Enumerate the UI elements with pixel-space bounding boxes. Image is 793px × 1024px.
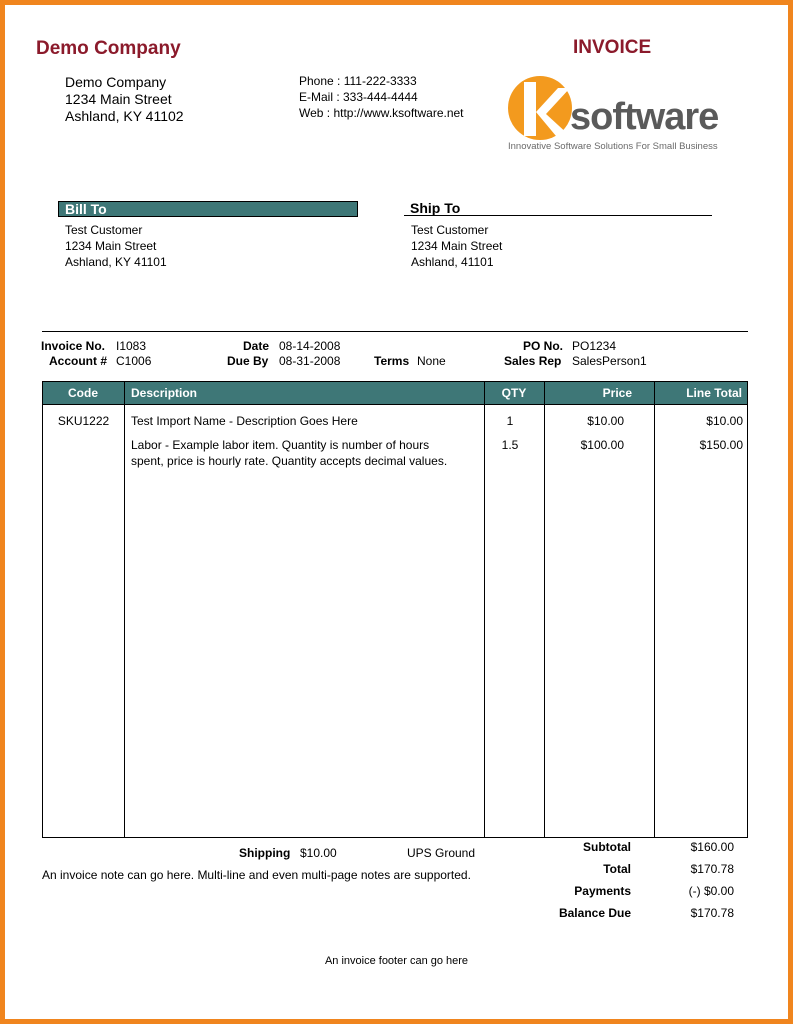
terms-value: None: [417, 354, 446, 368]
ship-to-line: Ashland, 41101: [411, 255, 494, 269]
table-row-price: $100.00: [580, 438, 624, 452]
table-row-line-total: $10.00: [706, 414, 743, 428]
date-label: Date: [243, 339, 270, 353]
account-value: C1006: [116, 354, 152, 368]
company-address-street: 1234 Main Street: [65, 91, 172, 107]
table-row-code: SKU1222: [57, 414, 110, 428]
company-web: Web : http://www.ksoftware.net: [299, 106, 464, 120]
invoice-no-label: Invoice No.: [41, 339, 106, 353]
company-address-name: Demo Company: [65, 74, 167, 90]
subtotal-label: Subtotal: [583, 840, 631, 854]
company-address-city: Ashland, KY 41102: [65, 108, 184, 124]
column-divider: [124, 382, 125, 837]
column-header-code: Code: [68, 386, 98, 400]
table-row-description: Test Import Name - Description Goes Here: [131, 414, 358, 428]
bill-to-line: Ashland, KY 41101: [65, 255, 167, 269]
logo-tagline: Innovative Software Solutions For Small Business: [508, 141, 718, 152]
divider: [42, 331, 748, 332]
ship-to-heading: Ship To: [404, 200, 712, 216]
terms-label: Terms: [374, 354, 410, 368]
ksoftware-logo: [506, 74, 736, 156]
total-label: Total: [603, 862, 631, 876]
line-items-table: [42, 381, 748, 838]
shipping-amount: $10.00: [300, 846, 337, 860]
po-label: PO No.: [523, 339, 564, 353]
sales-rep-label: Sales Rep: [504, 354, 562, 368]
company-email: E-Mail : 333-444-4444: [299, 90, 418, 104]
table-header: [43, 382, 747, 405]
balance-due-value: $170.78: [690, 906, 734, 920]
shipping-method: UPS Ground: [407, 846, 476, 860]
sales-rep-value: SalesPerson1: [572, 354, 647, 368]
table-row-qty: 1.5: [501, 438, 519, 452]
ship-to-line: Test Customer: [411, 223, 489, 237]
payments-value: (-) $0.00: [688, 884, 734, 898]
payments-label: Payments: [574, 884, 631, 898]
subtotal-value: $160.00: [690, 840, 734, 854]
invoice-no-value: I1083: [116, 339, 147, 353]
total-value: $170.78: [690, 862, 734, 876]
company-phone: Phone : 111-222-3333: [299, 74, 417, 88]
date-value: 08-14-2008: [279, 339, 341, 353]
ship-to-line: 1234 Main Street: [411, 239, 503, 253]
due-by-label: Due By: [227, 354, 269, 368]
bill-to-line: 1234 Main Street: [65, 239, 157, 253]
column-header-price: Price: [602, 386, 632, 400]
column-header-description: Description: [131, 386, 198, 400]
account-label: Account #: [49, 354, 108, 368]
table-row-price: $10.00: [587, 414, 624, 428]
company-title: Demo Company: [36, 38, 181, 59]
bill-to-line: Test Customer: [65, 223, 143, 237]
column-header-qty: QTY: [501, 386, 527, 400]
logo-wordmark: software: [570, 96, 719, 138]
bill-to-heading: Bill To: [58, 201, 358, 217]
shipping-label: Shipping: [239, 846, 291, 860]
table-row-line-total: $150.00: [699, 438, 743, 452]
table-row-qty: 1: [506, 414, 514, 428]
table-row-description: Labor - Example labor item. Quantity is number of hours: [131, 438, 430, 452]
invoice-footer: An invoice footer can go here: [324, 955, 469, 967]
balance-due-label: Balance Due: [558, 906, 631, 920]
table-row-description: spent, price is hourly rate. Quantity accepts decimal values.: [131, 454, 448, 468]
due-by-value: 08-31-2008: [279, 354, 341, 368]
invoice-note: An invoice note can go here. Multi-line and even multi-page notes are supported.: [42, 868, 471, 882]
invoice-title: INVOICE: [573, 37, 652, 58]
po-value: PO1234: [572, 339, 617, 353]
column-header-line-total: Line Total: [686, 386, 742, 400]
